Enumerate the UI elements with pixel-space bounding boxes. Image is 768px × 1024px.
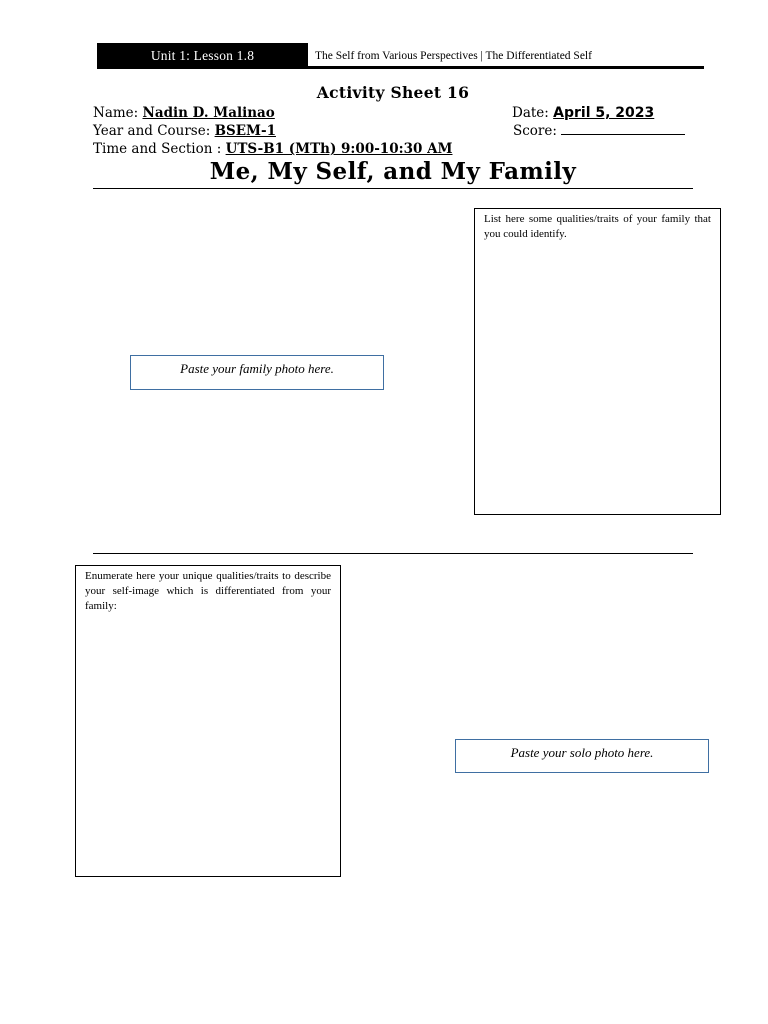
score-field (513, 123, 685, 139)
name-field (93, 105, 275, 121)
solo-photo-placeholder-text: Paste your solo photo here. (510, 745, 654, 760)
year-course-label: Year and Course: (93, 123, 211, 139)
time-section-field (93, 141, 452, 157)
family-traits-prompt: List here some qualities/traits of your family that you could identify. (484, 213, 711, 240)
solo-photo-placeholder[interactable] (455, 739, 709, 773)
header-rule (97, 66, 704, 69)
lesson-topic (308, 43, 704, 68)
date-label: Date: (512, 105, 549, 121)
lesson-topic-text: The Self from Various Perspectives | The Differentiated Self (315, 49, 592, 62)
family-photo-placeholder[interactable] (130, 355, 384, 390)
score-label: Score: (513, 123, 557, 139)
score-blank-line[interactable] (561, 123, 685, 135)
name-label: Name: (93, 105, 139, 121)
date-value: April 5, 2023 (553, 105, 655, 121)
self-traits-prompt: Enumerate here your unique qualities/traits to describe your self-image which is differentiated from your family: (85, 570, 331, 612)
time-section-label: Time and Section : (93, 141, 222, 157)
lesson-unit-banner (97, 43, 308, 68)
time-section-value: UTS-B1 (MTh) 9:00-10:30 AM (225, 141, 453, 157)
main-title: Me, My Self, and My Family (209, 158, 577, 185)
title-underline (93, 188, 693, 189)
self-traits-box[interactable] (75, 565, 341, 877)
family-photo-placeholder-text: Paste your family photo here. (180, 361, 334, 376)
section-divider (93, 553, 693, 554)
year-course-field (93, 123, 276, 139)
date-field (512, 105, 654, 121)
name-value: Nadin D. Malinao (142, 105, 275, 121)
activity-sheet-title: Activity Sheet 16 (316, 83, 470, 102)
year-course-value: BSEM-1 (214, 123, 276, 139)
lesson-unit-label: Unit 1: Lesson 1.8 (150, 47, 255, 63)
family-traits-box[interactable] (474, 208, 721, 515)
